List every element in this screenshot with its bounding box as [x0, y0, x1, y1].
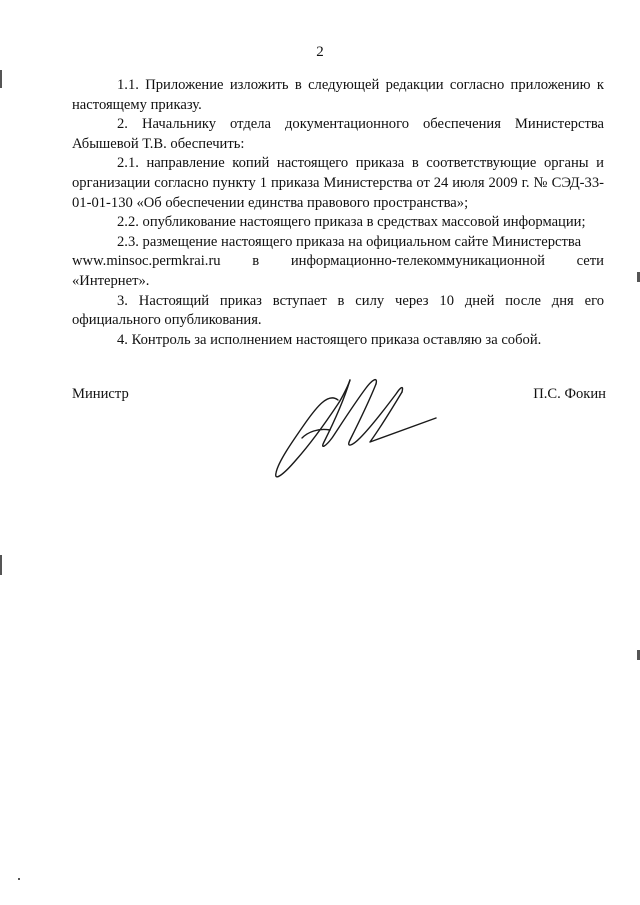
scan-dot	[18, 878, 20, 880]
paragraph-2-3-line-1: 2.3. размещение настоящего приказа на официальном сайте Министерства	[117, 233, 582, 250]
paragraph-4: 4. Контроль за исполнением настоящего приказа оставляю за собой.	[117, 331, 542, 348]
paragraph-2: 2. Начальнику отдела документационного обеспечения Министерства Абышевой Т.В. обеспечить:	[72, 116, 604, 152]
word-in: в	[252, 253, 260, 270]
scan-edge-mark	[0, 555, 2, 575]
page-number: 2	[316, 44, 324, 60]
website-url: www.minsoc.permkrai.ru	[72, 253, 221, 270]
document-body	[72, 76, 604, 350]
paragraph-1-1: 1.1. Приложение изложить в следующей редакции согласно приложению к настоящему приказу.	[72, 77, 604, 113]
paragraph-2-3-line-3: «Интернет».	[72, 272, 150, 289]
paragraph-2-1: 2.1. направление копий настоящего приказа в соответствующие органы и организации согласно пункту 1 приказа Министерства от 24 июля 2009 г. № СЭД-33-01-01-130 «Об обеспечении единства правового пространства»;	[72, 155, 604, 211]
scan-edge-mark	[0, 70, 2, 88]
paragraph-2-3-line-2	[72, 252, 604, 272]
word-network-type: информационно-телекоммуникационной	[290, 253, 545, 270]
signatory-title: Министр	[72, 386, 129, 402]
word-network: сети	[576, 253, 604, 270]
paragraph-2-3	[72, 233, 604, 292]
paragraph-2-2: 2.2. опубликование настоящего приказа в средствах массовой информации;	[117, 214, 586, 231]
signatory-name: П.С. Фокин	[533, 386, 606, 402]
handwritten-signature	[268, 370, 443, 485]
paragraph-3: 3. Настоящий приказ вступает в силу через 10 дней после дня его официального опубликования.	[72, 292, 604, 329]
